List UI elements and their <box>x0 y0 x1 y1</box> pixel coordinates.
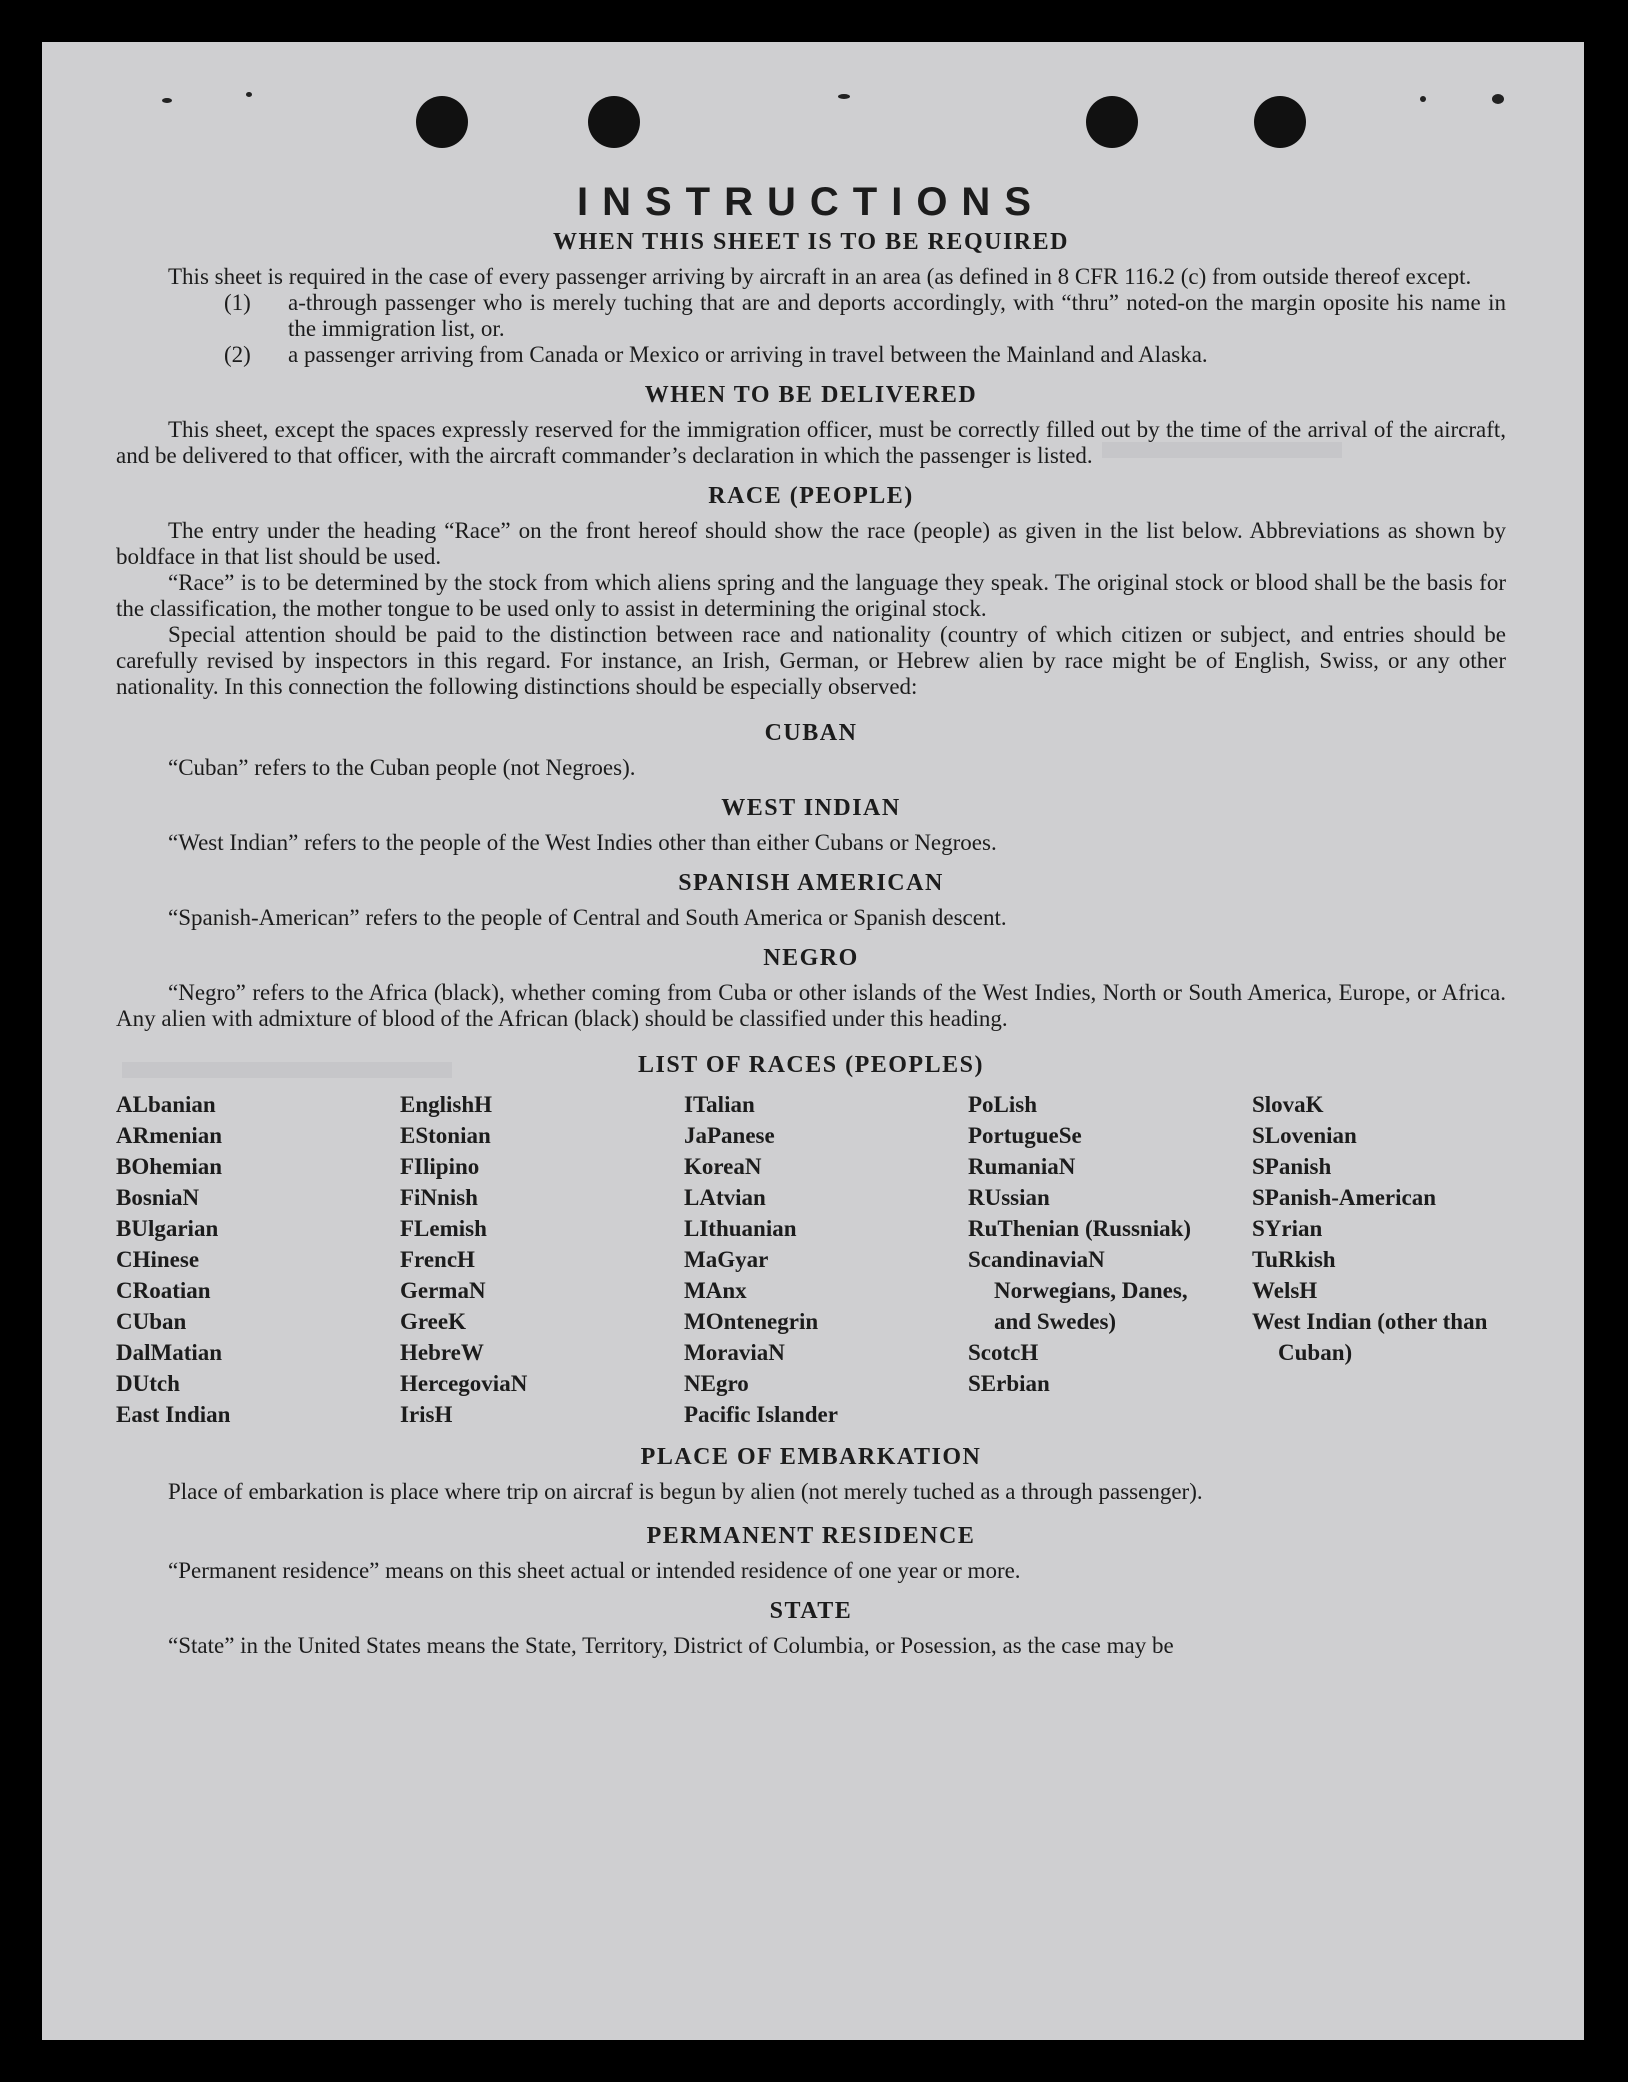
exception-number: (1) <box>224 290 251 315</box>
race-item: EnglishH <box>400 1092 493 1117</box>
race-item: ARmenian <box>116 1123 223 1148</box>
heading-negro: NEGRO <box>763 945 859 971</box>
ink-speck <box>838 94 850 99</box>
heading-state: STATE <box>769 1598 853 1624</box>
race-item: FiNnish <box>400 1185 478 1210</box>
race-item: HercegoviaN <box>400 1371 528 1396</box>
punch-hole-3 <box>1086 96 1138 148</box>
race-item: FIlipino <box>400 1154 480 1179</box>
exception-item-2 <box>224 342 1506 368</box>
ink-speck <box>1420 96 1426 102</box>
races-column-1 <box>116 1089 400 1430</box>
race-item: East Indian <box>116 1402 231 1427</box>
race-item: KoreaN <box>684 1154 762 1179</box>
heading-cuban: CUBAN <box>764 720 858 746</box>
race-item: MaGyar <box>684 1247 769 1272</box>
exception-list <box>224 290 1506 368</box>
exception-item-1 <box>224 290 1506 342</box>
race-item: SYrian <box>1252 1216 1323 1241</box>
cuban-text: “Cuban” refers to the Cuban people (not Negroes). <box>168 755 636 780</box>
race-item: BOhemian <box>116 1154 223 1179</box>
race-item: MAnx <box>684 1278 747 1303</box>
heading-when-required: WHEN THIS SHEET IS TO BE REQUIRED <box>553 229 1069 255</box>
ink-speck <box>162 98 172 103</box>
exception-text: a passenger arriving from Canada or Mexico or arriving in travel between the Mainland and Alaska. <box>288 342 1208 367</box>
ink-speck <box>246 92 252 97</box>
race-item: FLemish <box>400 1216 487 1241</box>
race-item: MOntenegrin <box>684 1309 819 1334</box>
page-title: INSTRUCTIONS <box>577 180 1045 224</box>
race-item: PoLish <box>968 1092 1038 1117</box>
delivered-text: This sheet, except the spaces expressly reserved for the immigration officer, must be correctly filled out by the time of the arrival of the aircraft, and be delivered to that officer, with the aircraft commander’s declaration in which the passenger is listed. <box>116 417 1506 468</box>
heading-spanish-american: SPANISH AMERICAN <box>678 870 944 896</box>
spanish-american-text: “Spanish-American” refers to the people of Central and South America or Spanish descent. <box>168 905 1007 930</box>
heading-list-of-races: LIST OF RACES (PEOPLES) <box>638 1052 984 1078</box>
heading-race: RACE (PEOPLE) <box>708 483 914 509</box>
exception-text: a-through passenger who is merely tuching that are and deports accordingly, with “thru” noted-on the margin oposite his name in the immigration list, or. <box>288 290 1506 341</box>
race-item: TuRkish <box>1252 1247 1336 1272</box>
races-column-4 <box>968 1089 1252 1430</box>
exception-number: (2) <box>224 342 251 367</box>
punch-hole-4 <box>1254 96 1306 148</box>
race-item: Pacific Islander <box>684 1402 838 1427</box>
required-intro: This sheet is required in the case of every passenger arriving by aircraft in an area (as defined in 8 CFR 116.2 (c) from outside thereof except. <box>168 264 1472 289</box>
race-item: PortugueSe <box>968 1123 1082 1148</box>
race-item: SErbian <box>968 1371 1050 1396</box>
race-item: IrisH <box>400 1402 453 1427</box>
race-item: SlovaK <box>1252 1092 1324 1117</box>
heading-when-delivered: WHEN TO BE DELIVERED <box>644 382 978 408</box>
race-item: NEgro <box>684 1371 749 1396</box>
race-paragraph-2: “Race” is to be determined by the stock from which aliens spring and the language they speak. The original stock or blood shall be the basis for the classification, the mother tongue to be used only to assist in determining the original stock. <box>116 570 1506 621</box>
race-item: ScotcH <box>968 1340 1039 1365</box>
race-item: LIthuanian <box>684 1216 797 1241</box>
instructions-content <box>116 180 1506 1659</box>
race-item: RuThenian (Russniak) <box>968 1216 1192 1241</box>
west-indian-text: “West Indian” refers to the people of the West Indies other than either Cubans or Negroes. <box>168 830 997 855</box>
race-item: ALbanian <box>116 1092 216 1117</box>
heading-place-of-embarkation: PLACE OF EMBARKATION <box>640 1444 982 1470</box>
races-column-5 <box>1252 1089 1502 1430</box>
race-paragraph-3: Special attention should be paid to the distinction between race and nationality (country of which citizen or subject, and entries should be carefully revised by inspectors in this regard. For instance, an Irish, German, or Hebrew alien by race might be of English, Swiss, or any other nationality. In this connection the following distinctions should be especially observed: <box>116 622 1506 699</box>
race-item: RUssian <box>968 1185 1050 1210</box>
races-column-3 <box>684 1089 968 1430</box>
race-item: GermaN <box>400 1278 486 1303</box>
race-item: BosniaN <box>116 1185 200 1210</box>
race-item: BUlgarian <box>116 1216 219 1241</box>
race-item: FrencH <box>400 1247 475 1272</box>
race-item: CUban <box>116 1309 187 1334</box>
negro-text: “Negro” refers to the Africa (black), whether coming from Cuba or other islands of the West Indies, North or South America, Europe, or Africa. Any alien with admixture of blood of the African (black) should be classified under this heading. <box>116 980 1506 1031</box>
heading-west-indian: WEST INDIAN <box>721 795 901 821</box>
race-item: West Indian (other than Cuban) <box>1252 1309 1488 1365</box>
race-paragraph-1: The entry under the heading “Race” on the front hereof should show the race (people) as given in the list below. Abbreviations as shown by boldface in that list should be used. <box>116 518 1506 569</box>
race-item: DalMatian <box>116 1340 223 1365</box>
document-page <box>42 42 1584 2040</box>
race-item: GreeK <box>400 1309 466 1334</box>
race-item: JaPanese <box>684 1123 775 1148</box>
race-item: CHinese <box>116 1247 200 1272</box>
punch-hole-2 <box>588 96 640 148</box>
race-item: RumaniaN <box>968 1154 1076 1179</box>
race-item: SPanish-American <box>1252 1185 1436 1210</box>
race-item: SPanish <box>1252 1154 1332 1179</box>
state-text: “State” in the United States means the State, Territory, District of Columbia, or Posession, as the case may be <box>168 1633 1174 1658</box>
ink-speck <box>1492 94 1504 104</box>
race-item: LAtvian <box>684 1185 766 1210</box>
race-item: WelsH <box>1252 1278 1318 1303</box>
punch-hole-1 <box>416 96 468 148</box>
race-item: DUtch <box>116 1371 180 1396</box>
race-item: ScandinaviaN Norwegians, Danes, and Swedes) <box>968 1247 1188 1334</box>
race-item: SLovenian <box>1252 1123 1357 1148</box>
heading-permanent-residence: PERMANENT RESIDENCE <box>646 1523 976 1549</box>
races-column-2 <box>400 1089 684 1430</box>
race-item: HebreW <box>400 1340 484 1365</box>
race-item: MoraviaN <box>684 1340 785 1365</box>
races-list <box>116 1089 1506 1430</box>
race-item: EStonian <box>400 1123 491 1148</box>
residence-text: “Permanent residence” means on this sheet actual or intended residence of one year or more. <box>168 1558 1021 1583</box>
race-item: CRoatian <box>116 1278 211 1303</box>
embarkation-text: Place of embarkation is place where trip on aircraf is begun by alien (not merely tuched as a through passenger). <box>168 1479 1203 1504</box>
race-item: ITalian <box>684 1092 755 1117</box>
